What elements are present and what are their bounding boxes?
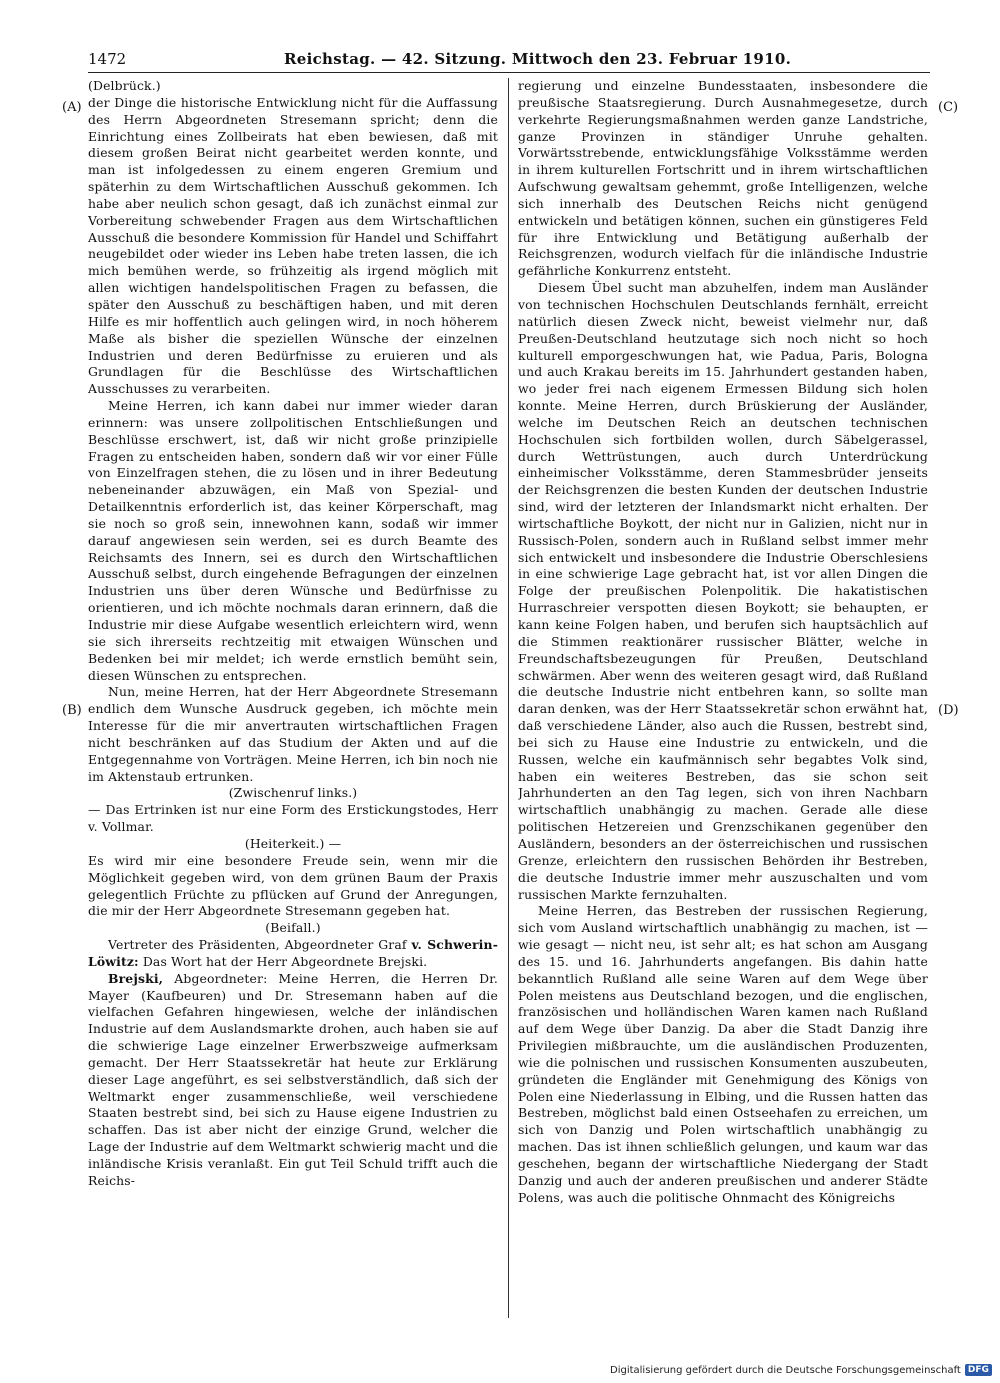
brejski-name: Brejski,	[108, 970, 164, 986]
left-column	[88, 78, 498, 1318]
column-divider	[508, 78, 509, 1318]
right-paragraph-1: regierung und einzelne Bundesstaaten, insbesondere die preußische Staatsregierung. Durch Ausnahmegesetze, durch verkehrte Regierungsmaßnahmen werden ganze Landstriche, ganze Provinzen in ständiger Unruhe gehalten. Vorwärtsstrebende, entwicklungsfähige Volksstämme werden in ihrem kulturellen Fortschritt und in ihrem wirtschaftlichen Aufschwung gewaltsam gehemmt, große Intelligenzen, welche sich innerhalb des Deutschen Reichs nicht genügend entwickeln und betätigen können, suchen ein günstigeres Feld für ihre Entwicklung und Betätigung außerhalb der Reichsgrenzen, wodurch vielfach für die inländische Industrie gefährliche Konkurrenz entsteht.	[518, 78, 928, 279]
speaker-tag: (Delbrück.)	[88, 78, 161, 93]
margin-marker-d: (D)	[938, 703, 959, 718]
interjection-heiterkeit: (Heiterkeit.) —	[244, 835, 342, 851]
margin-marker-b: (B)	[62, 703, 82, 718]
left-paragraph-vollmar: — Das Ertrinken ist nur eine Form des Erstickungstodes, Herr v. Vollmar.	[88, 802, 498, 835]
president-statement	[88, 937, 498, 971]
page-number: 1472	[88, 50, 127, 68]
dfg-logo-icon: DFG	[965, 1364, 992, 1376]
margin-marker-a: (A)	[62, 100, 82, 115]
credit-text: Digitalisierung gefördert durch die Deutsche Forschungsgemeinschaft	[610, 1364, 961, 1376]
president-name: v. Schwerin-Löwitz:	[88, 937, 498, 969]
right-paragraph-3: Meine Herren, das Bestreben der russischen Regierung, sich vom Ausland wirtschaftlich unabhängig zu machen, ist — wie gesagt — nicht neu, ist sehr alt; es hat schon am Ausgang des 15. und 16. Jahrhunderts angefangen. Bis dahin hatte bekanntlich Rußland alle seine Waren auf dem Wege über Polen meistens aus Deutschland bezogen, und die englischen, französischen und holländischen Waren kamen nach Rußland auf dem Wege über Danzig. Da aber die Stadt Danzig ihre Privilegien mißbrauchte, um die ausländischen Produzenten, wie die polnischen und russischen Konsumenten auszubeuten, gründeten die Engländer mit Genehmigung des Königs von Polen eine Niederlassung in Elbing, und die Russen hatten das Bestreben, möglichst bald einen Ostseehafen zu erreichen, um sich von Danzig und Polen wirtschaftlich unabhängig zu machen. Das ist ihnen schließlich gelungen, und kaum war das geschehen, begann der wirtschaftliche Niedergang der Stadt Danzig und auch der anderen preußischen und anderer Städte Polens, was auch die politische Ohnmacht des Königreichs	[518, 903, 928, 1205]
left-paragraph-1: der Dinge die historische Entwicklung nicht für die Auffassung des Herrn Abgeordneten Stresemann spricht; denn die Einrichtung eines Zollbeirats hat eben bewiesen, daß mit diesem großen Beirat nicht gearbeitet werden konnte, und man ist infolgedessen zu einem engeren Gremium und späterhin zu dem Wirtschaftlichen Ausschuß gekommen. Ich habe aber neulich schon gesagt, daß ich zunächst einmal zur Vorbereitung schwebender Fragen aus dem Wirtschaftlichen Ausschuß die besondere Kommission für Handel und Schiffahrt neugebildet oder wieder ins Leben habe treten lassen, die ich mich bemühen werde, so frühzeitig als irgend möglich mit allen wichtigen handelspolitischen Fragen zu befassen, die später den Ausschuß zu beschäftigen haben, und mit deren Hilfe es mir hoffentlich auch gelingen wird, in noch höherem Maße als bisher die speziellen Wünsche der einzelnen Industrien und deren Bedürfnisse zu eruieren und als Grundlagen für die Beschlüsse des Wirtschaftlichen Ausschusses zu verarbeiten.	[88, 94, 498, 397]
left-paragraph-2: Meine Herren, ich kann dabei nur immer wieder daran erinnern: was unsere zollpolitischen Entschließungen und Beschlüsse erschwert, ist, daß wir nicht große prinzipielle Fragen zu entscheiden haben, sondern daß wir vor einer Fülle von Einzelfragen stehen, die zu lösen und in ihrer Bedeutung nebeneinander abzuwägen, ein Maß von Spezial- und Detailkenntnis erforderlich ist, das keiner Körperschaft, mag sie noch so groß sein, innewohnen kann, sodaß wir immer darauf angewiesen sein werden, sei es durch Beamte des Reichsamts des Innern, sei es durch den Wirtschaftlichen Ausschuß selbst, durch eingehende Befragungen der einzelnen Industrien uns über deren Wünsche und Bedürfnisse zu orientieren, und ich möchte nochmals daran erinnern, daß die Industrie mir diese Aufgabe wesentlich erleichtern wird, wenn sie sich ihrerseits rechtzeitig mit etwaigen Wünschen und Bedenken bei mir meldet; ich werde ernstlich bemüht sein, diesen Wünschen zu entsprechen.	[88, 398, 498, 683]
digitization-credit	[610, 1364, 992, 1376]
president-text: Das Wort hat der Herr Abgeordnete Brejski.	[142, 953, 428, 969]
running-head: Reichstag. — 42. Sitzung. Mittwoch den 23. Februar 1910.	[284, 50, 792, 68]
margin-marker-c: (C)	[938, 100, 959, 115]
left-paragraph-3: Nun, meine Herren, hat der Herr Abgeordnete Stresemann endlich dem Wunsche Ausdruck gegeben, ich möchte mein Interesse für die mir anvertrauten wirtschaftlichen Fragen nicht beschränken auf das Studium der Akten und auf die Entgegennahme von Vorträgen. Meine Herren, ich bin noch nie im Aktenstaub ertrunken.	[88, 684, 498, 784]
right-paragraph-2: Diesem Übel sucht man abzuhelfen, indem man Ausländer von technischen Hochschulen Deutschlands fernhält, erreicht natürlich diesen Zweck nicht, beweist vielmehr nur, daß Preußen-Deutschland heutzutage sich noch nicht so hoch kulturell emporgeschwungen hat, wie Padua, Paris, Bologna und auch Krakau bereits im 15. Jahrhundert gestanden haben, wo jeder frei nach eigenem Ermessen Bildung sich holen konnte. Meine Herren, durch Brüskierung der Ausländer, welche im Deutschen Reich an deutschen technischen Hochschulen sich fortbilden wollen, durch Säbelgerassel, durch Wettrüstungen, auch durch Unterdrückung einheimischer Volksstämme, deren Stammesbrüder jenseits der Reichsgrenzen die besten Kunden der deutschen Industrie sind, wird der letzteren der Inlandsmarkt nicht erhalten. Der wirtschaftliche Boykott, der nicht nur in Galizien, nicht nur in Russisch-Polen, sondern auch in Rußland selbst immer mehr sich entwickelt und insbesondere die Industrie Oberschlesiens in eine schwierige Lage gebracht hat, ist vor allen Dingen die Folge der preußischen Polenpolitik. Die hakatistischen Hurraschreier verspotten diesen Boykott; sie behaupten, er kann keine Folgen haben, und berufen sich hauptsächlich auf die Stimmen reaktionärer russischer Blätter, welche in Freundschaftsbezeugungen für Preußen, Deutschland schwärmen. Aber wenn des weiteren gesagt wird, daß Rußland die deutsche Industrie nicht entbehren kann, so sollte man daran denken, was der Herr Staatssekretär schon erwähnt hat, daß verschiedene Länder, also auch die Russen, bestrebt sind, bei sich zu Hause eine Industrie zu entwickeln, und die Russen, welche ein kaufmännisch sehr begabtes Volk sind, haben ein weiteres Bestreben, das sie schon seit Jahrhunderten an den Tag legen, sich von ihren Nachbarn wirtschaftlich unabhängig zu machen. Gerade alle diese politischen Hetzereien und Grenzschikanen gegenüber den Ausländern, besonders an der österreichischen und russischen Grenze, erleichtern den russischen Behörden ihr Bestreben, die deutsche Industrie immer mehr auszuschalten und vom russischen Markte fernzuhalten.	[518, 280, 928, 902]
document-page	[88, 48, 930, 1318]
interjection-beifall: (Beifall.)	[265, 920, 321, 936]
right-column	[518, 78, 928, 1318]
left-paragraph-praxis: Es wird mir eine besondere Freude sein, wenn mir die Möglichkeit gegeben wird, von dem grünen Baum der Praxis gelegentlich Früchte zu pflücken auf Grund der Anregungen, die mir der Herr Abgeordnete Stresemann gegeben hat.	[88, 852, 498, 919]
brejski-speech	[88, 971, 498, 1190]
brejski-text: Abgeordneter: Meine Herren, die Herren Dr. Mayer (Kaufbeuren) und Dr. Stresemann haben auf die vielfachen Gefahren hingewiesen, welche der inländischen Industrie auf dem Auslandsmarkte drohen, auch haben sie auf die schwierige Lage einzelner Erwerbszweige aufmerksam gemacht. Der Herr Staatssekretär hat heute zur Erklärung dieser Lage angeführt, es sei selbstverständlich, daß sich der Weltmarkt enger zusammenschließe, weil verschiedene Staaten bestrebt sind, bei sich zu Hause eigene Industrien zu schaffen. Das ist aber nicht der einzige Grund, welcher die Lage der Industrie auf dem Weltmarkt schwierig macht und die inländische Krisis veranlaßt. Ein gut Teil Schuld trifft auch die Reichs-	[88, 970, 498, 1188]
president-lead: Vertreter des Präsidenten, Abgeordneter Graf	[108, 937, 407, 953]
page-header	[88, 48, 930, 73]
interjection-zwischenruf: (Zwischenruf links.)	[228, 785, 358, 801]
